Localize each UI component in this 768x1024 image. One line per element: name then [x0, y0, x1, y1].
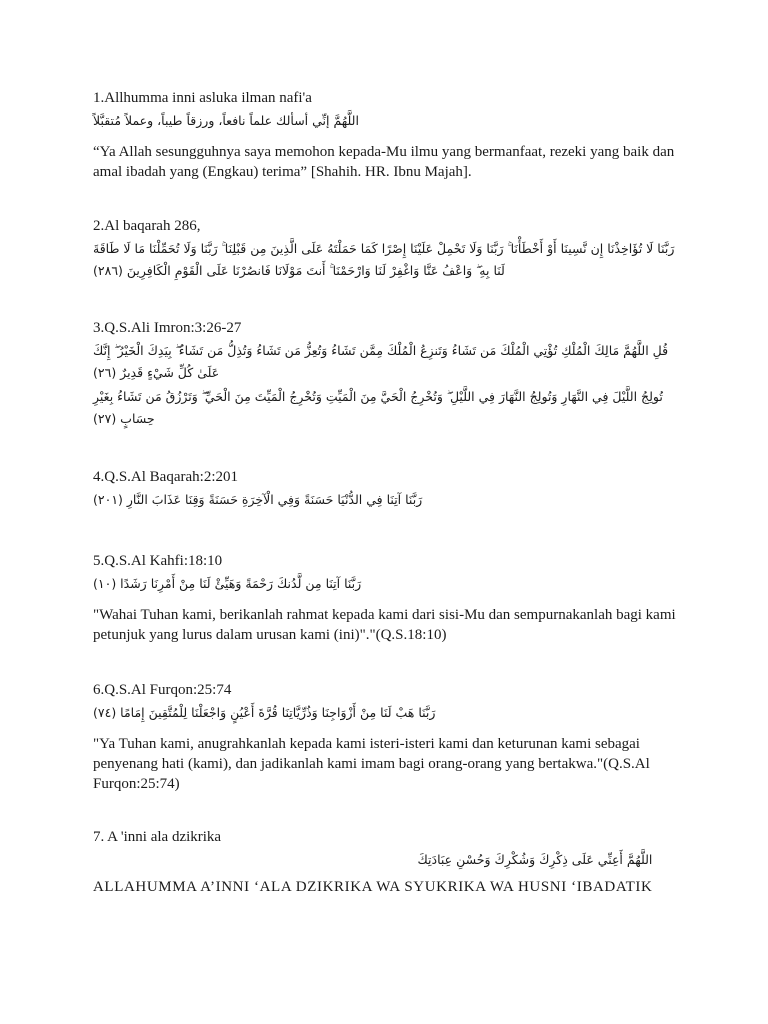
arabic-text: قُلِ اللَّهُمَّ مَالِكَ الْمُلْكِ تُؤْتِي الْمُلْكَ مَن تَشَاءُ وَتَنزِعُ الْمُلْكَ مِمَّن تَشَاءُ وَتُعِزُّ مَن تَشَاءُ وَتُذِلُّ مَن تَشَاءُ ۖ بِيَدِكَ الْخَيْرُ ۖ إِنَّكَ عَلَىٰ كُلِّ شَيْءٍ قَدِيرٌ (٢٦)	[93, 343, 669, 380]
arabic-text: اللَّهُمَّ أَعِنِّي عَلَى ذِكْرِكَ وَشُكْرِكَ وَحُسْنِ عِبَادَتِكَ	[417, 852, 653, 867]
arabic-text: رَبَّنَا لَا تُؤَاخِذْنَا إِن نَّسِينَا أَوْ أَخْطَأْنَا ۚ رَبَّنَا وَلَا تَحْمِلْ عَلَيْنَا إِصْرًا كَمَا حَمَلْتَهُ عَلَى الَّذِينَ مِن قَبْلِنَا ۚ رَبَّنَا وَلَا تُحَمِّلْنَا مَا لَا طَاقَةَ لَنَا بِهِ ۖ وَاعْفُ عَنَّا وَاغْفِرْ لَنَا وَارْحَمْنَا ۚ أَنتَ مَوْلَانَا فَانصُرْنَا عَلَى الْقَوْمِ الْكَافِرِينَ (٢٨٦)	[93, 241, 675, 278]
prayer-section-4	[93, 467, 422, 511]
section-heading: 1.Allhumma inni asluka ilman nafi'a	[93, 90, 312, 106]
arabic-text: رَبَّنَا آتِنَا فِي الدُّنْيَا حَسَنَةً وَفِي الْآخِرَةِ حَسَنَةً وَقِنَا عَذَابَ النَّارِ (٢٠١)	[93, 492, 423, 507]
prayer-section-7	[93, 827, 652, 897]
section-heading: 6.Q.S.Al Furqon:25:74	[93, 682, 232, 698]
section-heading: 7. A 'inni ala dzikrika	[93, 829, 222, 845]
section-heading: 5.Q.S.Al Kahfi:18:10	[93, 553, 223, 569]
translation-text: "Wahai Tuhan kami, berikanlah rahmat kepada kami dari sisi-Mu dan sempurnakanlah bagi kami petunjuk yang lurus dalam urusan kami (ini)"."(Q.S.18:10)	[93, 607, 676, 643]
prayer-section-2	[93, 216, 683, 282]
prayer-section-1	[93, 88, 683, 182]
arabic-text: رَبَّنَا آتِنَا مِن لَّدُنكَ رَحْمَةً وَهَيِّئْ لَنَا مِنْ أَمْرِنَا رَشَدًا (١٠)	[93, 576, 362, 591]
prayer-section-5	[93, 551, 683, 645]
translation-text: "Ya Tuhan kami, anugrahkanlah kepada kami isteri-isteri kami dan keturunan kami sebagai penyenang hati (kami), dan jadikanlah kami imam bagi orang-orang yang bertakwa."(Q.S.Al Furqon:25:74)	[93, 736, 650, 792]
section-heading: 3.Q.S.Ali Imron:3:26-27	[93, 320, 242, 336]
translation-text: “Ya Allah sesungguhnya saya memohon kepada-Mu ilmu yang bermanfaat, rezeki yang baik dan amal ibadah yang (Engkau) terima” [Shahih. HR. Ibnu Majah].	[93, 144, 675, 180]
transliteration-text: ALLAHUMMA A’INNI ‘ALA DZIKRIKA WA SYUKRIKA WA HUSNI ‘IBADATIK	[93, 879, 653, 895]
arabic-text: اللَّهُمَّ إنِّي أسألك علماً نافعاً، ورزقاً طيباً، وعملاً مُتقبَّلاً	[93, 113, 359, 128]
prayer-section-6	[93, 680, 683, 794]
arabic-text: رَبَّنَا هَبْ لَنَا مِنْ أَزْوَاجِنَا وَذُرِّيَّاتِنَا قُرَّةَ أَعْيُنٍ وَاجْعَلْنَا لِلْمُتَّقِينَ إِمَامًا (٧٤)	[93, 705, 436, 720]
prayer-section-3	[93, 318, 683, 430]
section-heading: 4.Q.S.Al Baqarah:2:201	[93, 469, 238, 485]
section-heading: 2.Al baqarah 286,	[93, 218, 201, 234]
arabic-text: تُولِجُ اللَّيْلَ فِي النَّهَارِ وَتُولِجُ النَّهَارَ فِي اللَّيْلِ ۖ وَتُخْرِجُ الْحَيَّ مِنَ الْمَيِّتِ وَتُخْرِجُ الْمَيِّتَ مِنَ الْحَيِّ ۖ وَتَرْزُقُ مَن تَشَاءُ بِغَيْرِ حِسَابٍ (٢٧)	[93, 389, 663, 426]
